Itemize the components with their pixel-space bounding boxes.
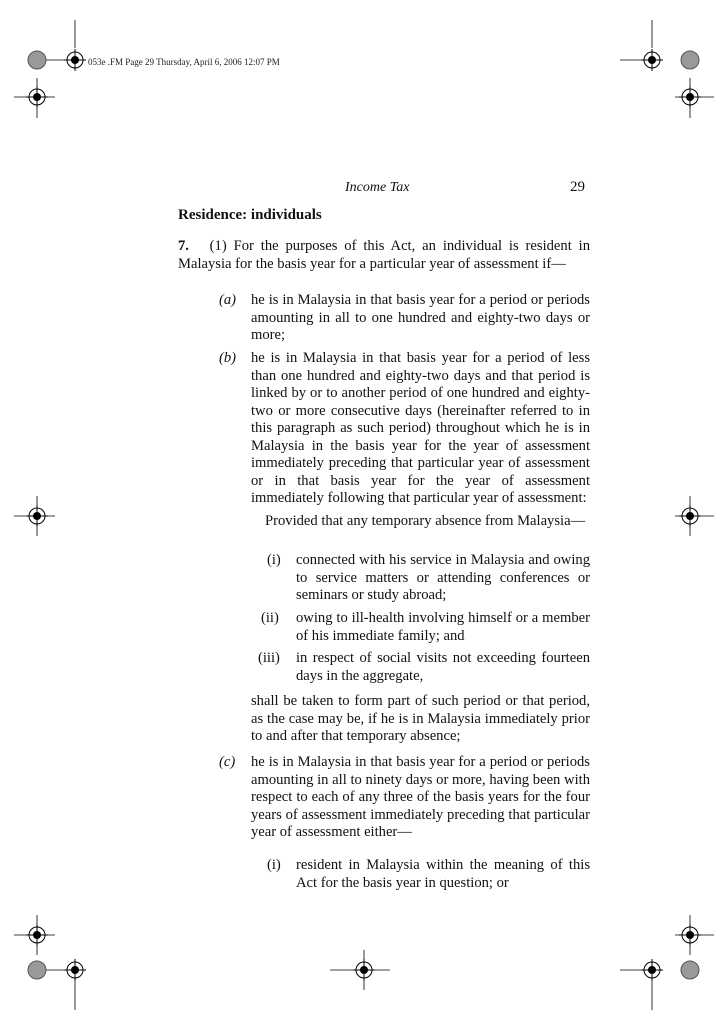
print-slug: 053e .FM Page 29 Thursday, April 6, 2006 12:07 PM — [88, 57, 280, 67]
item-b-label: (b) — [219, 350, 237, 366]
subitem-b-iii-text: in respect of social visits not exceeding fourteen days in the aggregate, — [296, 650, 590, 684]
subitem-b-i-text: connected with his service in Malaysia and owing to service matters or attending conferences or seminars or study abroad; — [296, 552, 590, 603]
page-number: 29 — [570, 179, 585, 195]
closing-b-text: shall be taken to form part of such period or that period, as the case may be, if he is in Malaysia immediately prior to and after that temporary absence; — [251, 693, 590, 744]
item-a-text: he is in Malaysia in that basis year for a period or periods amounting in all to one hundred and eighty-two days or more; — [251, 292, 590, 343]
running-title: Income Tax — [345, 180, 410, 195]
subitem-b-iii-label: (iii) — [258, 650, 280, 666]
proviso-span: Provided that any temporary absence from Malaysia— — [265, 513, 586, 529]
section-number: 7. — [178, 238, 189, 254]
subitem-c-i-label: (i) — [267, 857, 281, 873]
subitem-b-i-label: (i) — [267, 552, 281, 568]
item-b-text: he is in Malaysia in that basis year for a period of less than one hundred and eighty-two days and that period is linked by or to another period of one hundred and eighty-two or more consecutive days (hereinafter referred to in this paragraph as such period) throughout which he is in Malaysia in the basis year for the year of assessment immediately preceding that particular year of assessment or in that basis year for the year of assessment immediately following that particular year of assessment: — [251, 350, 590, 506]
subitem-b-ii-text: owing to ill-health involving himself or a member of his immediate family; and — [296, 610, 590, 644]
subitem-b-ii-label: (ii) — [261, 610, 279, 626]
subitem-c-i-text: resident in Malaysia within the meaning of this Act for the basis year in question; or — [296, 857, 590, 891]
proviso-text — [251, 513, 590, 531]
section-7-intro-text: (1) For the purposes of this Act, an individual is resident in Malaysia for the basis year for a particular year of assessment if— — [178, 238, 590, 272]
section-7-intro — [178, 237, 590, 273]
item-c-text: he is in Malaysia in that basis year for a period or periods amounting in all to ninety days or more, having been with respect to each of any three of the basis years for the four years of assessment immediately preceding that particular year of assessment either— — [251, 754, 590, 840]
item-a-label: (a) — [219, 292, 237, 308]
item-c-label: (c) — [219, 754, 236, 770]
section-heading: Residence: individuals — [178, 207, 322, 223]
